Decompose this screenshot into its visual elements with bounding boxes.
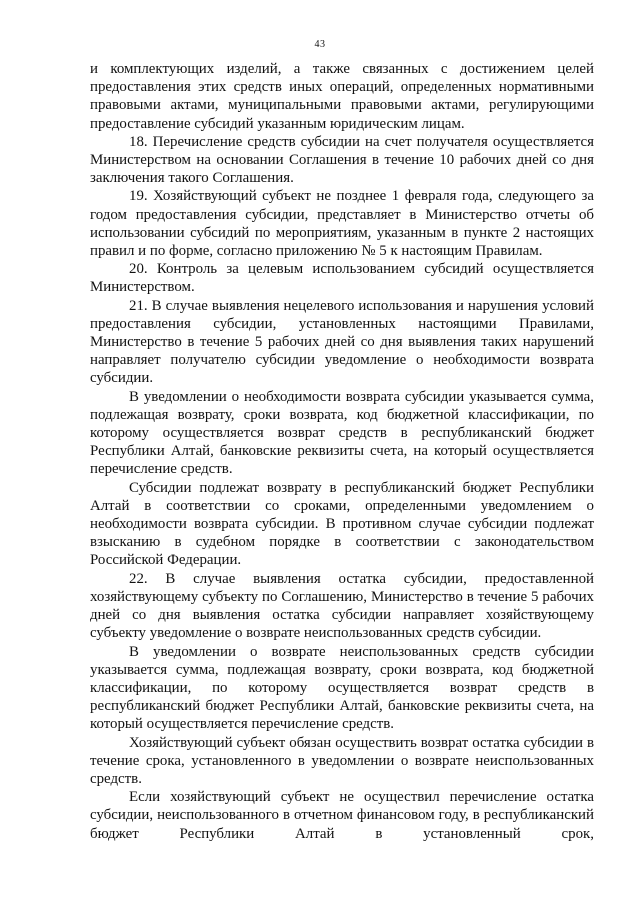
paragraph-clause-19: 19. Хозяйствующий субъект не позднее 1 февраля года, следующего за годом предоставления субсидии, представляет в Министерство отчеты об использовании субсидий по мероприятиям, указанным в пункте 2 настоящих правил и по форме, согласно приложению № 5 к настоящим Правилам. — [90, 188, 594, 260]
paragraph-unused-funds-notice: В уведомлении о возврате неиспользованных средств субсидии указывается сумма, подлежащая возврату, сроки возврата, код бюджетной классификации, по которому осуществляется возврат средств в республиканский бюджет Республики Алтай, банковские реквизиты счета, на который осуществляется перечисление средств. — [90, 643, 594, 733]
paragraph-return-deadline: Субсидии подлежат возврату в республиканский бюджет Республики Алтай в соответствии со сроками, определенными уведомлением о необходимости возврата субсидии. В противном случае субсидии подлежат взысканию в судебном порядке в соответствии с законодательством Российской Федерации. — [90, 479, 594, 569]
paragraph-clause-22: 22. В случае выявления остатка субсидии, предоставленной хозяйствующему субъекту по Соглашению, Министерство в течение 5 рабочих дней со дня выявления остатка субсидии направляет хозяйствующему субъекту уведомление о возврате неиспользованных средств субсидии. — [90, 570, 594, 642]
paragraph-clause-21: 21. В случае выявления нецелевого использования и нарушения условий предоставления субсидии, установленных настоящими Правилами, Министерство в течение 5 рабочих дней со дня выявления таких нарушений направляет получателю субсидии уведомление о необходимости возврата субсидии. — [90, 297, 594, 387]
document-body — [90, 60, 594, 843]
paragraph-continuation: и комплектующих изделий, а также связанных с достижением целей предоставления этих средств иных операций, определенных нормативными правовыми актами, муниципальными правовыми актами, регулирующими предоставление субсидий указанным юридическим лицам. — [90, 61, 594, 132]
paragraph-return-obligation: Хозяйствующий субъект обязан осуществить возврат остатка субсидии в течение срока, установленного в уведомлении о возврате неиспользованных средств. — [90, 734, 594, 787]
page-number: 43 — [314, 39, 326, 50]
paragraph-return-notice: В уведомлении о необходимости возврата субсидии указывается сумма, подлежащая возврату, сроки возврата, код бюджетной классификации, по которому осуществляется возврат средств в республиканский бюджет Республики Алтай, банковские реквизиты счета, на который осуществляется перечисление средств. — [90, 388, 594, 478]
paragraph-clause-20: 20. Контроль за целевым использованием субсидий осуществляется Министерством. — [90, 261, 594, 296]
paragraph-nonpayment: Если хозяйствующий субъект не осуществил перечисление остатка субсидии, неиспользованного в отчетном финансовом году, в республиканский бюджет Республики Алтай в установленный срок, — [90, 789, 594, 842]
paragraph-clause-18: 18. Перечисление средств субсидии на счет получателя осуществляется Министерством на основании Соглашения в течение 10 рабочих дней со дня заключения такого Соглашения. — [90, 133, 594, 187]
